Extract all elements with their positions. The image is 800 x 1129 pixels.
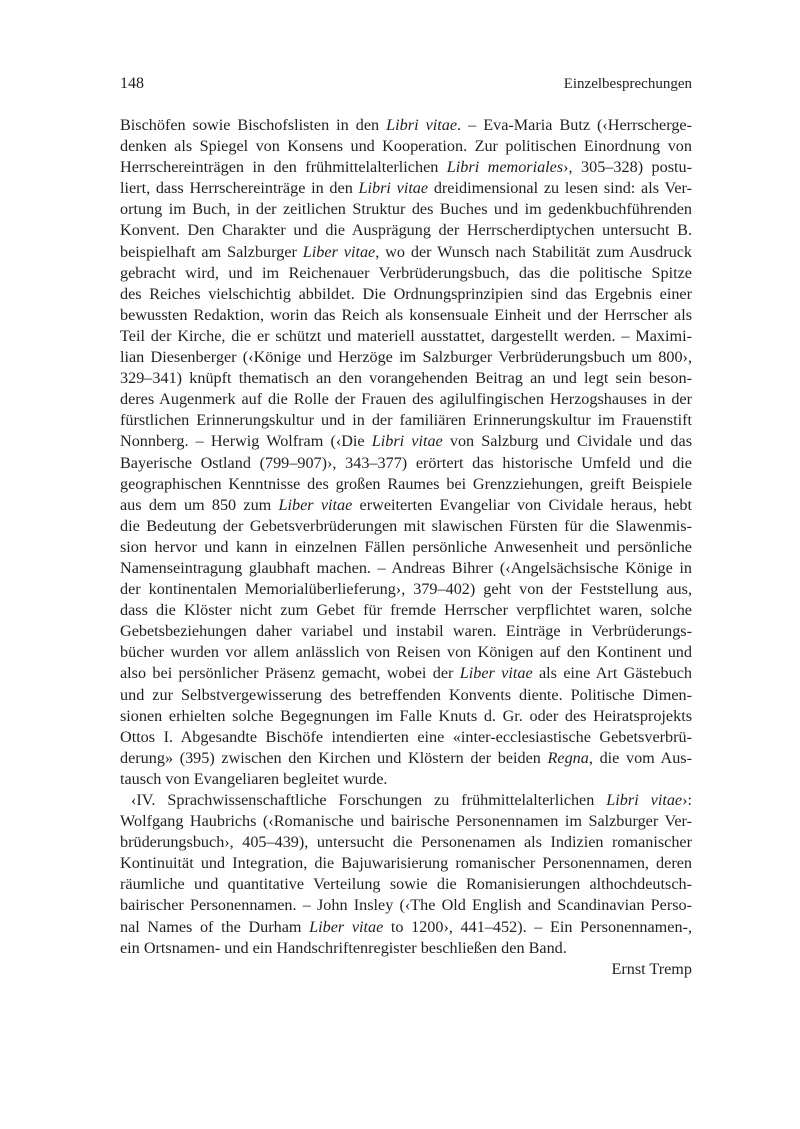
text-line	[120, 157, 692, 178]
text-line	[120, 537, 692, 558]
text-line	[120, 474, 692, 495]
italic-title: Regna	[547, 748, 589, 767]
text-line	[120, 178, 692, 199]
text-segment: ein Ortsnamen- und ein Handschriftenregister beschließen den Band.	[120, 938, 567, 957]
text-line	[120, 220, 692, 241]
text-segment: , wo der Wunsch nach Stabilität zum Ausdruck	[375, 242, 692, 261]
text-segment: dreidimensional zu lesen sind: als Ver-	[428, 179, 692, 198]
text-segment: Wolfgang Haubrichs (‹Romanische und bairische Personennamen im Salzburger Ver-	[120, 812, 692, 831]
text-segment: gebracht wird, und im Reichenauer Verbrüderungsbuch, das die politische Spitze	[120, 263, 692, 282]
text-line	[120, 727, 692, 748]
text-line	[120, 368, 692, 389]
text-segment: geographischen Kenntnisse des großen Raumes bei Grenzziehungen, greift Beispiele	[120, 474, 692, 493]
text-line	[120, 305, 692, 326]
text-line	[120, 811, 692, 832]
text-segment: sion hervor und kann in einzelnen Fällen persönliche Anwesenheit und persönliche	[120, 537, 692, 556]
text-line	[120, 263, 692, 284]
text-segment: sionen erhielten solche Begegnungen im Falle Knuts d. Gr. oder des Heiratsprojekts	[120, 706, 692, 725]
running-head	[120, 74, 692, 94]
text-segment: räumliche und quantitative Verteilung sowie die Romanisierungen althochdeutsch-	[120, 875, 692, 894]
text-segment: tausch von Evangeliaren begleitet wurde.	[120, 769, 388, 788]
text-segment: fürstlichen Erinnerungskultur und in der familiären Erinnerungskultur im Frauenstift	[120, 411, 692, 430]
text-segment: denken als Spiegel von Konsens und Kooperation. Zur politischen Einordnung von	[120, 137, 692, 156]
text-line	[120, 115, 692, 136]
text-segment: Ottos I. Abgesandte Bischöfe intendierten eine «inter-ecclesiastische Gebetsverbrü-	[120, 727, 692, 746]
text-segment: Namenseintragung glaubhaft machen. – Andreas Bihrer (‹Angelsächsische Könige in	[120, 558, 692, 577]
text-line	[120, 347, 692, 368]
page-number: 148	[120, 75, 144, 92]
italic-title: Libri vitae	[386, 116, 458, 134]
text-line	[120, 284, 692, 305]
section-title: Einzelbesprechungen	[563, 76, 692, 92]
text-line	[120, 748, 692, 769]
text-segment: aus dem um 850 zum	[120, 495, 279, 514]
text-segment: ortung im Buch, in der zeitlichen Struktur des Buches und im gedenkbuchführenden	[120, 200, 692, 219]
italic-title: Liber vitae	[278, 495, 353, 514]
text-line	[120, 326, 692, 347]
text-line	[120, 199, 692, 220]
italic-title: Libri vitae	[358, 179, 429, 198]
text-segment: ‹IV. Sprachwissenschaftliche Forschungen zu frühmittelalterlichen	[131, 791, 607, 809]
text-line	[120, 938, 692, 959]
text-segment: Bischöfen sowie Bischofslisten in den	[120, 116, 387, 134]
text-segment: Kontinuität und Integration, die Bajuwarisierung romanischer Personennamen, deren	[120, 854, 692, 873]
text-segment: lian Diesenberger (‹Könige und Herzöge im Salzburger Verbrüderungsbuch um 800›,	[120, 348, 692, 367]
text-segment: erweiterten Evangeliar von Cividale heraus, hebt	[352, 495, 692, 514]
text-segment: nal Names of the Durham	[120, 917, 310, 936]
text-segment: liert, dass Herrschereinträge in den	[120, 179, 359, 198]
text-segment: Herrschereinträgen in den frühmittelalterlichen	[120, 158, 447, 177]
text-segment: to 1200›, 441–452). – Ein Personennamen-,	[383, 917, 692, 936]
text-line	[120, 642, 692, 663]
text-segment: des Reiches vielschichtig abbildet. Die Ordnungsprinzipien sind das Ergebnis einer	[120, 284, 692, 303]
text-segment: deres Augenmerk auf die Rolle der Frauen des agilulfingischen Herzogshauses in der	[120, 390, 692, 409]
text-line	[120, 769, 692, 790]
text-line	[120, 495, 692, 516]
text-line	[120, 242, 692, 263]
text-segment: von Salzburg und Cividale und das	[442, 432, 692, 451]
text-line	[120, 790, 692, 811]
italic-title: Liber vitae	[459, 664, 533, 683]
text-segment: also bei persönlicher Präsenz gemacht, wobei der	[120, 664, 460, 683]
italic-title: Libri vitae	[606, 791, 683, 809]
text-segment: dass die Klöster nicht zum Gebet für fremde Herrscher verpflichtet waren, solche	[120, 601, 692, 620]
text-segment: der kontinentalen Memorialüberlieferung›, 379–402) geht von der Feststellung aus,	[120, 580, 692, 599]
text-segment: beispielhaft am Salzburger	[120, 242, 303, 261]
text-segment: Gebetsbeziehungen daher variabel und instabil waren. Einträge in Verbrüderungs-	[120, 622, 692, 641]
italic-title: Libri memoriales	[446, 158, 564, 177]
text-line	[120, 832, 692, 853]
text-line	[120, 579, 692, 600]
text-line	[120, 431, 692, 452]
text-line	[120, 706, 692, 727]
text-segment: und zur Selbstvergewisserung des betreffenden Konvents diente. Politische Dimen-	[120, 685, 692, 704]
text-segment: bewussten Redaktion, worin das Reich als konsensuale Einheit und der Herrscher als	[120, 305, 692, 324]
text-line	[120, 685, 692, 706]
text-segment: ›, 305–328) postu-	[563, 158, 692, 177]
text-segment: ›:	[682, 791, 692, 809]
italic-title: Liber vitae	[309, 917, 384, 936]
text-line	[120, 874, 692, 895]
text-line	[120, 136, 692, 157]
text-segment: derung» (395) zwischen den Kirchen und Klöstern der beiden	[120, 748, 548, 767]
text-segment: bairischer Personennamen. – John Insley (‹The Old English and Scandinavian Perso-	[120, 896, 692, 915]
text-line	[120, 621, 692, 642]
italic-title: Liber vitae	[302, 242, 376, 261]
text-line	[120, 663, 692, 684]
review-body-text	[120, 115, 692, 980]
text-segment: Bayerische Ostland (799–907)›, 343–377) erörtert das historische Umfeld und die	[120, 453, 692, 472]
text-segment: bücher wurden vor allem anlässlich von Reisen von Königen auf den Kontinent und	[120, 643, 692, 662]
text-segment: Konvent. Den Charakter und die Ausprägung der Herrscherdiptychen untersucht B.	[120, 221, 692, 240]
text-segment: als eine Art Gästebuch	[532, 664, 692, 683]
text-line	[120, 853, 692, 874]
text-line	[120, 895, 692, 916]
text-segment: 329–341) knüpft thematisch an den vorangehenden Beitrag an und legt sein beson-	[120, 369, 692, 388]
text-line	[120, 389, 692, 410]
text-segment: , die vom Aus-	[588, 748, 692, 767]
text-line	[120, 516, 692, 537]
text-segment: die Bedeutung der Gebetsverbrüderungen mit slawischen Fürsten für die Slawenmis-	[120, 516, 692, 535]
text-segment: Teil der Kirche, die er schützt und materiell ausstattet, dargestellt werden. – Maximi-	[120, 326, 692, 345]
text-line	[120, 558, 692, 579]
text-line	[120, 600, 692, 621]
text-segment: Nonnberg. – Herwig Wolfram (‹Die	[120, 432, 372, 451]
italic-title: Libri vitae	[371, 432, 443, 451]
text-line	[120, 453, 692, 474]
text-segment: . – Eva-Maria Butz (‹Herrscherge-	[457, 116, 692, 134]
text-line	[120, 410, 692, 431]
reviewer-signature: Ernst Tremp	[611, 959, 692, 978]
text-segment: brüderungsbuch›, 405–439), untersucht die Personenamen als Indizien romanischer	[120, 833, 692, 852]
text-line	[120, 917, 692, 938]
